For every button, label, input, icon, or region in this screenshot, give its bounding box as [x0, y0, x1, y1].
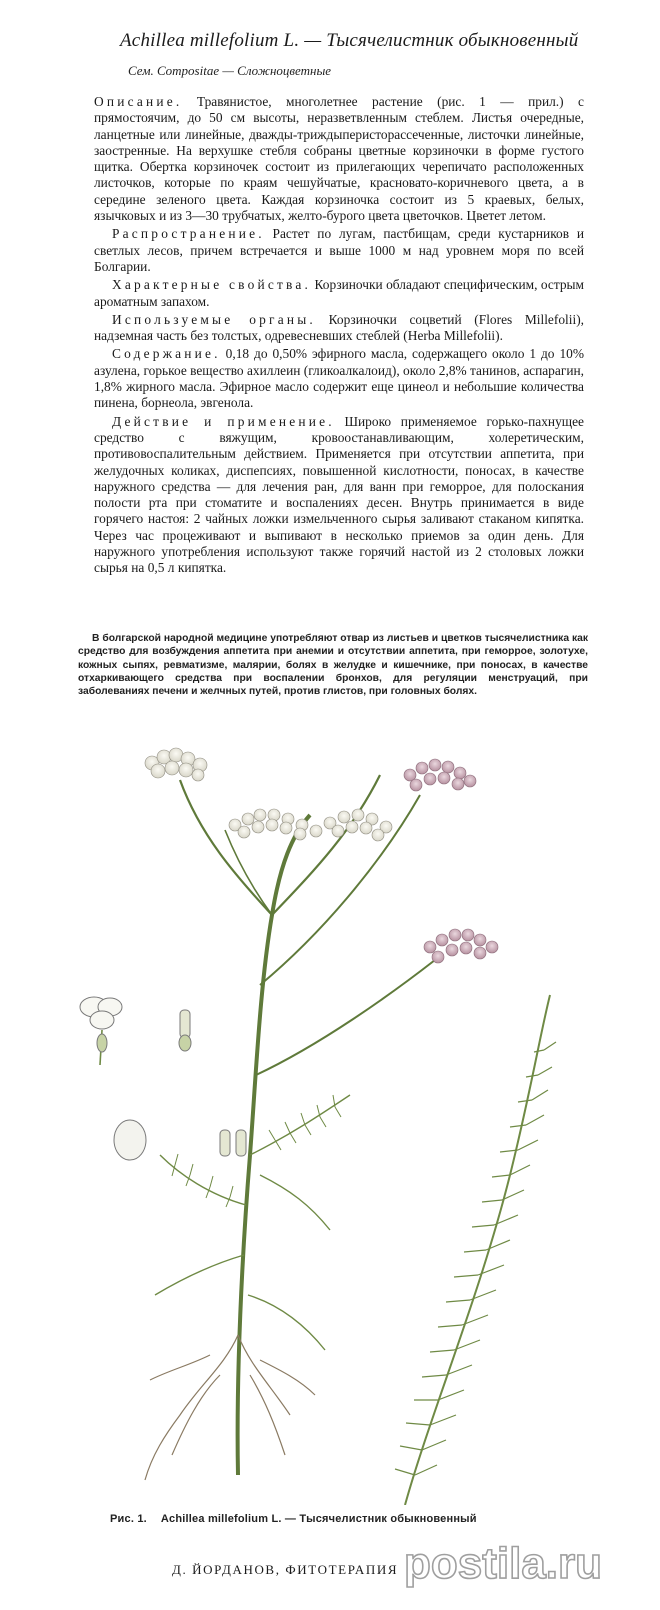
section-action	[94, 414, 584, 577]
book-footer: Д. ЙОРДАНОВ, ФИТОТЕРАПИЯ	[172, 1562, 399, 1577]
yarrow-illustration	[60, 735, 620, 1505]
flower-detail-lower	[114, 1120, 246, 1160]
description-body	[94, 94, 584, 579]
page-title: Achillea millefolium L. — Тысячелистник обыкновенный	[120, 30, 579, 51]
section-used-organs	[94, 312, 584, 345]
section-description	[94, 94, 584, 224]
family-subtitle: Сем. Compositae — Сложноцветные	[128, 63, 332, 78]
folk-medicine-note	[78, 632, 588, 698]
section-label: Распространение.	[112, 226, 265, 242]
flower-detail	[80, 997, 122, 1065]
root-system	[145, 1335, 315, 1480]
postila-watermark	[400, 1532, 650, 1596]
basal-leaf-stalk	[405, 995, 550, 1505]
section-label: Содержание.	[112, 346, 221, 362]
flower-umbel	[145, 748, 207, 781]
flower-umbel-pink	[404, 759, 476, 791]
note-text: В болгарской народной медицине употребляют отвар из листьев и цветков тысячелистника как средство для возбуждения аппетита при анемии и отсутствии аппетита, при геморрое, золотухе, кожных сыпях, ревматизме, малярии, болях в желудке и кишечнике, при поносах, в качестве отхаркивающего средства при воспалении бронхов, для регуляции менструаций, при заболеваниях печени и желчных путей, против глистов, при головных болях.	[78, 633, 588, 698]
section-label: Характерные свойства.	[112, 277, 312, 293]
figure-caption-text: Achillea millefolium L. — Тысячелистник обыкновенный	[160, 1513, 477, 1525]
section-text: 0,18 до 0,50% эфирного масла, содержащего около 1 до 10% азулена, горькое вещество ахиллеин (гликоалкалоид), около 2,8% танинов, аспарагин, 1,8% жирного масла. Эфирное масло содержит еще цинеол и небольшие количества пинена, борнеола, эвгенола.	[94, 346, 584, 411]
section-contents	[94, 346, 584, 411]
flower-umbel	[229, 809, 392, 841]
flower-umbel-pink	[424, 929, 498, 963]
section-text: Широко применяемое горько-пахнущее средство с вяжущим, кровоостанавливающим, холеретическим, противовоспалительным действием. Применяется при отсутствии аппетита, при желудочных коликах, диспепсиях, повышенной кислотности, поносах, в качестве наружного средства — для лечения ран, для ванн при геморрое, для полоскания полости рта при стоматите и воспалениях десен. Внутрь принимается в виде горячего настоя: 2 чайных ложки измельченного сырья заливают стаканом кипятка. Через час процеживают и выпивают в несколько приемов за один день. Для наружного употребления используют также горячий настой из 2 столовых ложки сырья на 0,5 л кипятка.	[94, 413, 584, 576]
branch-stem	[272, 775, 380, 915]
branch-stem	[225, 830, 272, 915]
section-distribution	[94, 226, 584, 275]
section-text: Растет по лугам, пастбищам, среди кустарников и светлых лесов, причем встречается и выше 1000 м над уровнем моря по всей Болгарии.	[94, 226, 584, 274]
basal-leaf-pinnae	[395, 1042, 556, 1475]
section-text: Корзиночки обладают специфическим, острым ароматным запахом.	[94, 277, 585, 309]
figure-number: Рис. 1.	[110, 1513, 147, 1525]
figure-caption	[110, 1513, 610, 1525]
section-label: Описание.	[94, 94, 183, 109]
branch-stem	[256, 960, 435, 1075]
section-label: Действие и применение.	[112, 413, 335, 429]
watermark-text: postila.ru	[404, 1539, 603, 1588]
flower-detail-tubular	[179, 1010, 191, 1051]
section-label: Используемые органы.	[112, 311, 316, 327]
section-text: Травянистое, многолетнее растение (рис. 1 — прил.) с прямостоячим, до 50 см высоты, неразветвленным стеблем. Листья очередные, ланцетные или линейные, дважды-триждыперисторассеченные, листочки линейные, заостренные. На верхушке стебля собраны цветные корзиночки в форме густого щитка. Обертка корзиночек состоит из прилегающих черепичато расположенных листочков, которые по краям чешуйчатые, красновато-коричневого цвета, а в середине зеленого цвета. Каждая корзиночка состоит из 5 краевых, белых, язычковых и из 3—30 трубчатых, желто-бурого цвета цветочков. Цветет летом.	[94, 94, 584, 224]
section-text: Корзиночки соцветий (Flores Millefolii), надземная часть без толстых, одревесневших стеблей (Herba Millefolii).	[94, 311, 584, 344]
section-properties	[94, 277, 584, 310]
